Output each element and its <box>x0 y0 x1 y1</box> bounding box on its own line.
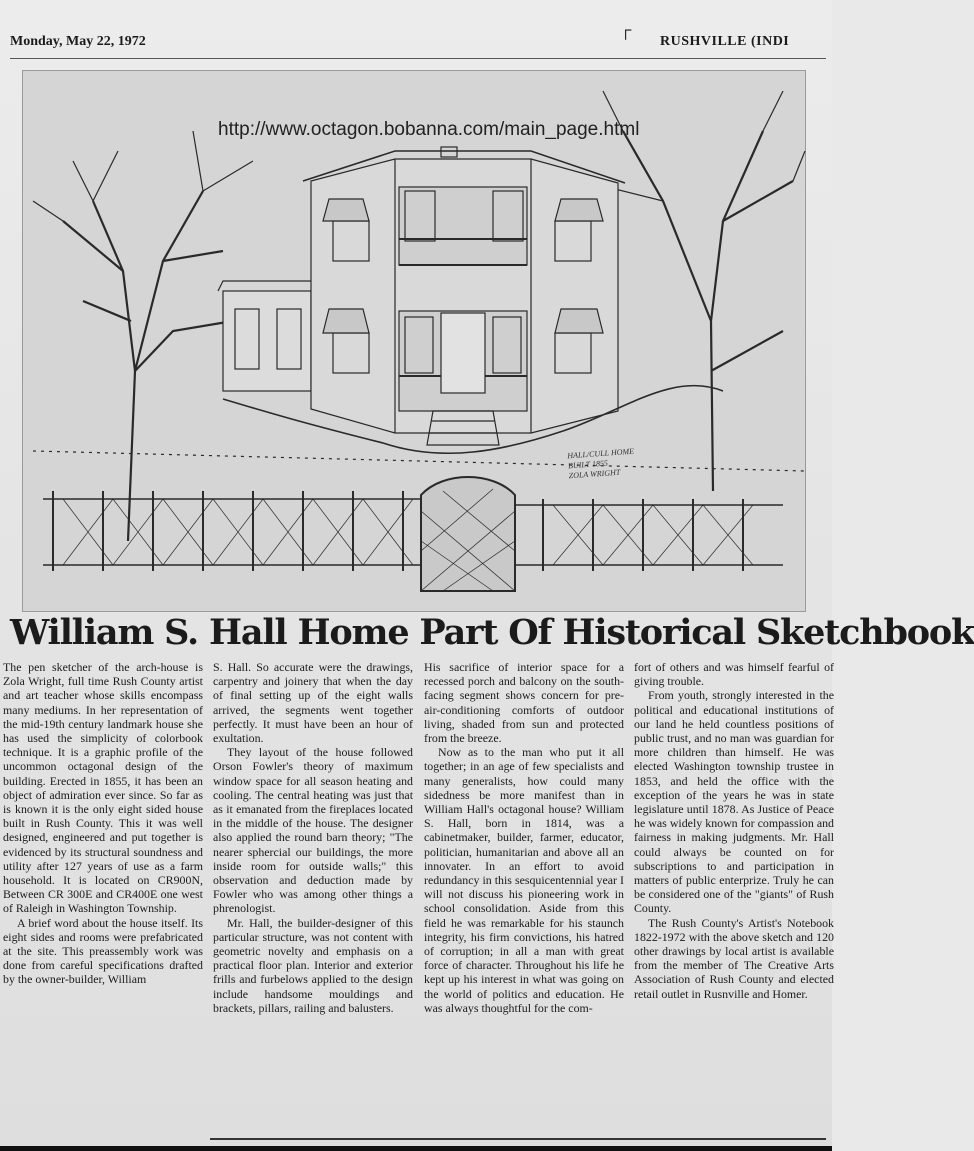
paragraph: From youth, strongly interested in the political and educational institutions of our land he held countless positions of public trust, and no man was guardian for more children than himself. He was elected Washington township trustee in 1853, and held the office with the exception of the years he was in state legislature until 1878. As Justice of Peace he was widely known for compassion and fairness in making judgments. Mr. Hall could always be counted on for subscriptions to and participation in matters of public enterprize. Truly he can be considered one of the "giants" of Rush County. <box>634 688 834 916</box>
article-column-2 <box>213 660 413 1015</box>
footer-rule <box>210 1138 826 1140</box>
credit-line-2: BUILT 1855 <box>567 458 609 471</box>
scan-edge <box>0 1146 832 1151</box>
article-column-3 <box>424 660 624 1015</box>
paragraph: S. Hall. So accurate were the drawings, carpentry and joinery that when the day of final setting up of the eight walls arrived, the segments went together perfectly. It must have been an hour of exultation. <box>213 660 413 746</box>
newspaper-name: RUSHVILLE (INDI <box>660 34 790 49</box>
paragraph: A brief word about the house itself. Its eight sides and rooms were prefabricated at the site. This preassembly work was done from careful specifications drafted by the owner-builder, William <box>3 915 203 987</box>
house-sketch <box>22 70 806 612</box>
credit-line-3: ZOLA WRIGHT <box>568 467 621 481</box>
source-url: http://www.octagon.bobanna.com/main_page.html <box>218 119 640 140</box>
octagon-house-drawing <box>23 71 805 611</box>
paragraph: The Rush County's Artist's Notebook 1822-1972 with the above sketch and 120 other drawings by local artist is available from the member of The Creative Arts Association of Rush County and elected retail outlet in Rusnville and Homer. <box>634 915 834 1001</box>
sketch-signature <box>567 447 636 482</box>
paragraph: They layout of the house followed Orson Fowler's theory of maximum window space for all season heating and cooling. The central heating was just that as it emanated from the fireplaces located in the middle of the house. The designer also applied the round barn theory; "The nearer sphercial our buildings, the more inside room for outside walls;" this observation and deduction made by Fowler who was among other things a phrenologist. <box>213 745 413 916</box>
paragraph: Mr. Hall, the builder-designer of this particular structure, was not content with geometric novelty and emphasis on a practical floor plan. Interior and exterior frills and furbelows applied to the design include handsome mouldings and brackets, pillars, railing and balusters. <box>213 915 413 1015</box>
paragraph: The pen sketcher of the arch-house is Zola Wright, full time Rush County artist and art teacher whose skills encompass many mediums. In her representation of the mid-19th century landmark house she has used the simplicity of colorbook technique. It is a graphic profile of the uncommon octagonal design of the building. Erected in 1855, it has been an object of admiration ever since. So far as is known it is the only eight sided house built in Rush County. This it was well designed, engineered and put together is evidenced by its structural soundness and utility after 127 years of use as a farm household. It is located on CR900N, Between CR 300E and CR400E one west of Raleigh in Washington Township. <box>3 660 203 916</box>
paragraph: Now as to the man who put it all together; in an age of few specialists and many generalists, how could many sidedness be more manifest than in William Hall's octagonal house? William S. Hall, born in 1814, was a cabinetmaker, builder, farmer, educator, politician, humanitarian and above all an innovater. In an effort to avoid redundancy in this sesquicentennial year I will not discuss his pioneering work in school consolidation. Aside from this field he was remarkable for his staunch integrity, his firm convictions, his hatred of corruption; in all a man with great force of character. Throughout his life he kept up his interest in what was going on the world of politics and education. He was always thoughtful for the com- <box>424 745 624 1015</box>
article-column-1 <box>3 660 203 987</box>
credit-line-1: HALL/CULL HOME <box>567 446 635 461</box>
header-rule <box>10 58 826 59</box>
article-headline: William S. Hall Home Part Of Historical Sketchbook <box>10 612 974 653</box>
article-column-4 <box>634 660 834 1001</box>
corner-mark-icon: ┌ <box>620 22 632 39</box>
paragraph: His sacrifice of interior space for a recessed porch and balcony on the south-facing segment shows concern for pre-air-conditioning comforts of outdoor living, shaded from sun and protected from the breeze. <box>424 660 624 746</box>
issue-date: Monday, May 22, 1972 <box>10 34 146 49</box>
paragraph: fort of others and was himself fearful of giving trouble. <box>634 660 834 689</box>
